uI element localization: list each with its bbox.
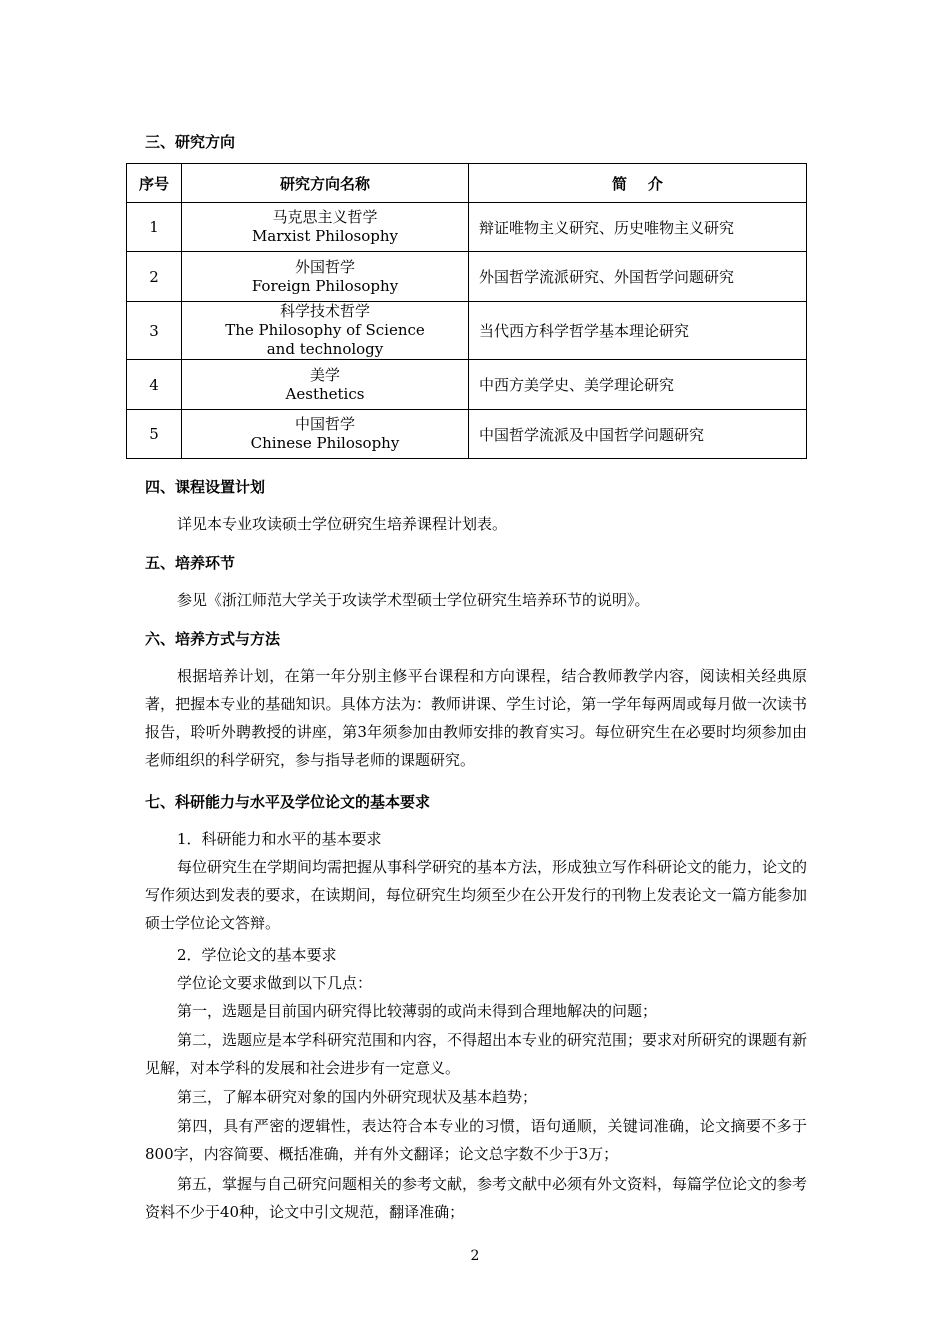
table-row xyxy=(127,252,807,302)
row-name xyxy=(182,203,469,252)
thesis-point-3: 第三，了解本研究对象的国内外研究现状及基本趋势； xyxy=(177,1088,538,1106)
section-heading-training-links: 五、培养环节 xyxy=(145,554,236,572)
training-methods-text: 根据培养计划，在第一年分别主修平台课程和方向课程，结合教师教学内容，阅读相关经典原著，把握本专业的基础知识。具体方法为：教师讲课、学生讨论，第一学年每两周或每月做一次读书报告，聆听外聘教授的讲座，第3年须参加由教师安排的教育实习。每位研究生在必要时均须参加由老师组织的科学研究，参与指导老师的课题研究。 xyxy=(145,667,807,769)
row-num: 1 xyxy=(127,203,182,252)
table-row xyxy=(127,302,807,360)
page-number: 2 xyxy=(470,1248,480,1264)
direction-name-zh: 外国哲学 xyxy=(294,257,355,276)
row-name xyxy=(182,410,469,459)
direction-name-en: Marxist Philosophy xyxy=(251,227,399,245)
header-name: 研究方向名称 xyxy=(182,164,469,203)
section-heading-research-directions: 三、研究方向 xyxy=(145,133,236,151)
row-num: 5 xyxy=(127,410,182,459)
row-num: 2 xyxy=(127,252,182,302)
table-row xyxy=(127,203,807,252)
direction-name-en: Foreign Philosophy xyxy=(251,276,399,295)
table-row xyxy=(127,410,807,459)
section-heading-training-methods: 六、培养方式与方法 xyxy=(145,630,281,648)
training-links-text: 参见《浙江师范大学关于攻读学术型硕士学位研究生培养环节的说明》。 xyxy=(177,591,650,609)
subheading-thesis-requirements: 2．学位论文的基本要求 xyxy=(177,946,337,964)
direction-name-en: Chinese Philosophy xyxy=(250,434,400,452)
row-intro: 中西方美学史、美学理论研究 xyxy=(469,360,807,410)
table-row xyxy=(127,360,807,410)
row-num: 3 xyxy=(127,302,182,360)
section-heading-research-requirements: 七、科研能力与水平及学位论文的基本要求 xyxy=(145,793,431,811)
row-name xyxy=(182,252,469,302)
thesis-point-2: 第二，选题应是本学科研究范围和内容，不得超出本专业的研究范围；要求对所研究的课题有新见解，对本学科的发展和社会进步有一定意义。 xyxy=(145,1031,808,1077)
direction-name-zh: 美学 xyxy=(309,365,340,384)
direction-name-en: The Philosophy of Science and technology xyxy=(225,321,425,358)
row-intro: 当代西方科学哲学基本理论研究 xyxy=(469,302,807,360)
section-heading-curriculum: 四、课程设置计划 xyxy=(145,478,266,496)
direction-name-en: Aesthetics xyxy=(285,384,365,403)
row-name xyxy=(182,360,469,410)
research-directions-table xyxy=(126,163,807,459)
header-num: 序号 xyxy=(127,164,182,203)
thesis-requirements-intro: 学位论文要求做到以下几点： xyxy=(177,974,373,992)
row-intro: 辩证唯物主义研究、历史唯物主义研究 xyxy=(469,203,807,252)
curriculum-text: 详见本专业攻读硕士学位研究生培养课程计划表。 xyxy=(177,515,508,533)
header-intro: 简 介 xyxy=(469,164,807,203)
thesis-point-4: 第四，具有严密的逻辑性，表达符合本专业的习惯，语句通顺，关键词准确，论文摘要不多于800字，内容简要、概括准确，并有外文翻译；论文总字数不少于3万； xyxy=(145,1117,807,1163)
row-intro: 外国哲学流派研究、外国哲学问题研究 xyxy=(469,252,807,302)
table-header-row xyxy=(127,164,807,203)
direction-name-zh: 马克思主义哲学 xyxy=(272,208,378,226)
research-ability-text: 每位研究生在学期间均需把握从事科学研究的基本方法，形成独立写作科研论文的能力，论文的写作须达到发表的要求，在读期间，每位研究生均须至少在公开发行的刊物上发表论文一篇方能参加硕士学位论文答辩。 xyxy=(145,858,808,932)
row-name xyxy=(182,302,469,360)
direction-name-zh: 科学技术哲学 xyxy=(279,302,370,320)
row-num: 4 xyxy=(127,360,182,410)
subheading-research-ability: 1．科研能力和水平的基本要求 xyxy=(177,830,382,848)
thesis-point-5: 第五，掌握与自己研究问题相关的参考文献，参考文献中必须有外文资料，每篇学位论文的参考资料不少于40种，论文中引文规范，翻译准确； xyxy=(145,1175,808,1221)
row-intro: 中国哲学流派及中国哲学问题研究 xyxy=(469,410,807,459)
direction-name-zh: 中国哲学 xyxy=(294,415,355,433)
thesis-point-1: 第一，选题是目前国内研究得比较薄弱的或尚未得到合理地解决的问题； xyxy=(177,1002,658,1020)
